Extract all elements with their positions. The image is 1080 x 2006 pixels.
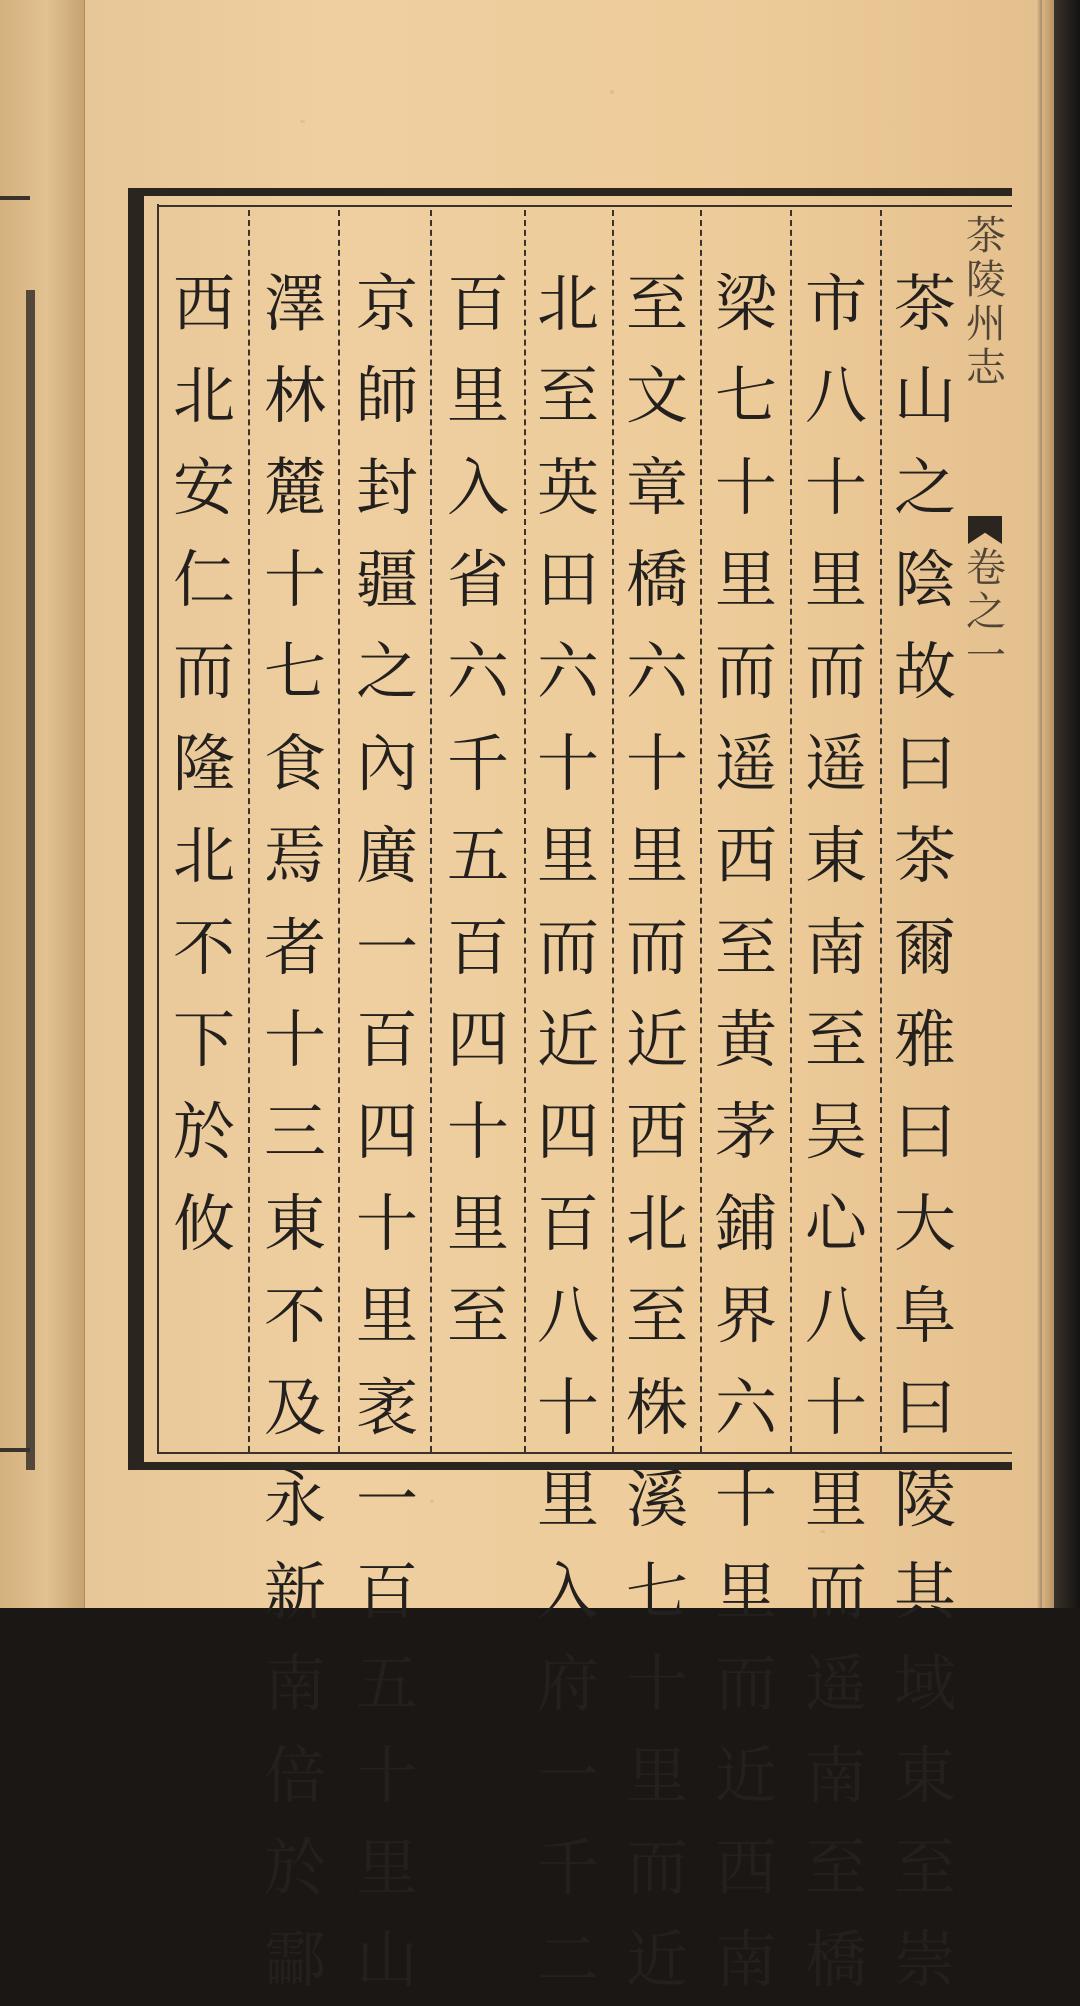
- text-column-9: [164, 258, 244, 1270]
- text-column-6: [438, 258, 518, 1362]
- heading-column: [958, 206, 1012, 1450]
- column-divider: [248, 210, 250, 1452]
- column-divider: [880, 210, 882, 1452]
- book-title: 茶陵州志: [966, 213, 1006, 391]
- text-column-4: [617, 258, 697, 2006]
- column-text: 澤林麓十七食焉者十三東不及永新南倍於酃: [263, 267, 326, 1996]
- column-text: 百里入省六千五百四十里至: [446, 267, 509, 1352]
- column-text: 西北安仁而隆北不下於攸: [172, 267, 235, 1260]
- text-column-3: [706, 258, 786, 2006]
- paper-fiber-spot: [610, 90, 614, 94]
- previous-leaf-edge: [0, 0, 85, 1608]
- text-column-1: [885, 258, 965, 2006]
- column-divider: [430, 210, 432, 1452]
- previous-leaf-bottom-rule: [0, 1448, 30, 1452]
- column-text: 至文章橋六十里而近西北至株溪七十里而近: [625, 267, 688, 1996]
- column-text: 京師封疆之內廣一百四十里袤一百五十里山: [355, 267, 418, 1996]
- column-divider: [700, 210, 702, 1452]
- binding-shadow: [1054, 0, 1080, 1608]
- column-divider: [790, 210, 792, 1452]
- column-divider: [612, 210, 614, 1452]
- column-divider: [338, 210, 340, 1452]
- juan-label: 卷之一: [966, 545, 1006, 679]
- text-column-5: [528, 258, 608, 2006]
- previous-leaf-border: [26, 290, 35, 1470]
- text-column-8: [255, 258, 335, 2006]
- juan-marker: [958, 545, 1012, 679]
- column-text: 市八十里而遥東南至吴心八十里而遥南至橋: [804, 267, 867, 1996]
- frame-inner-rule-top: [157, 205, 1012, 207]
- page-fore-edge: [1042, 0, 1054, 1608]
- paper-fiber-spot: [430, 1500, 434, 1503]
- frame-inner-rule-left: [157, 204, 159, 1454]
- paper-fiber-spot: [300, 120, 305, 123]
- column-divider: [524, 210, 526, 1452]
- text-column-2: [796, 258, 876, 2006]
- text-column-7: [347, 258, 427, 2006]
- column-text: 茶山之陰故曰茶爾雅曰大阜曰陵其域東至崇: [893, 267, 956, 1996]
- previous-leaf-top-rule: [0, 196, 30, 200]
- column-text: 梁七十里而遥西至黄茅鋪界六十里而近西南: [714, 267, 777, 1996]
- column-text: 北至英田六十里而近四百八十里入府一千二: [536, 267, 599, 1996]
